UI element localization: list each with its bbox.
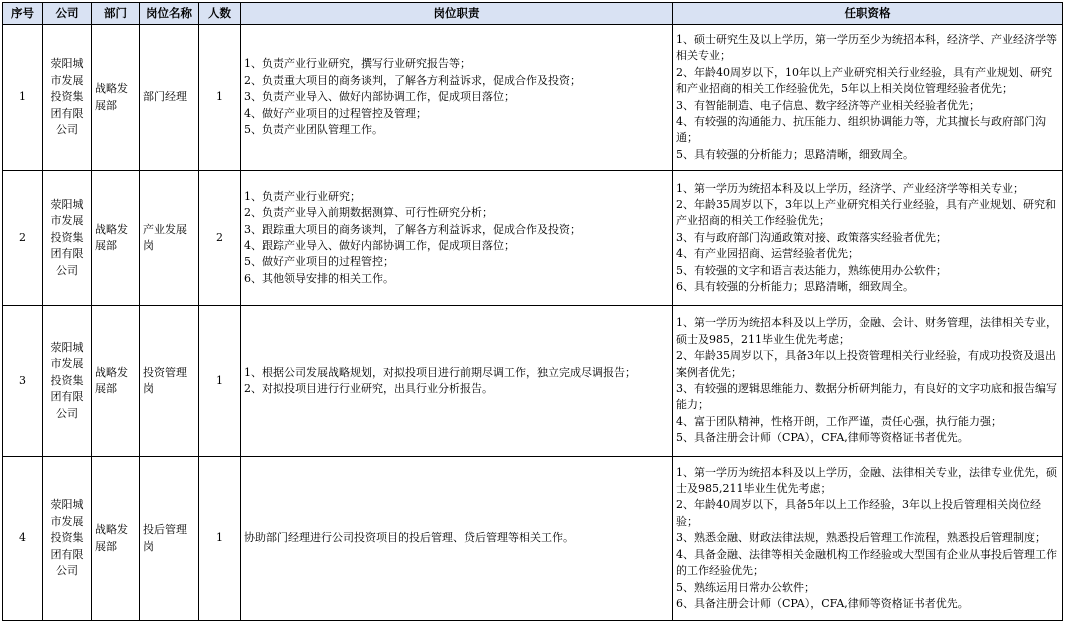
row-qualifications	[673, 457, 1063, 621]
qualification-line: 2、年龄35周岁以下，3年以上产业研究相关行业经验，具有产业规划、研究和产业招商的相关工作经验优先；	[676, 197, 1056, 228]
table-row	[3, 25, 1063, 171]
qualification-line: 3、有较强的逻辑思维能力、数据分析研判能力，有良好的文字功底和报告编写能力；	[676, 382, 1057, 412]
job-positions-table	[2, 2, 1063, 621]
row-seq: 1	[3, 25, 43, 171]
row-seq: 3	[3, 306, 43, 457]
header-position: 岗位名称	[140, 3, 199, 25]
qualification-line: 1、第一学历为统招本科及以上学历，金融、法律相关专业，法律专业优先，硕士及985,211毕业生优先考虑；	[676, 465, 1057, 496]
row-position: 投后管理岗	[140, 457, 199, 621]
qualification-line: 3、有与政府部门沟通政策对接、政策落实经验者优先；	[676, 230, 947, 244]
qualification-line: 6、具有较强的分析能力；思路清晰，细致周全。	[676, 280, 914, 294]
row-company: 荥阳城市发展投资集团有限公司	[43, 25, 92, 171]
qualification-line: 1、第一学历为统招本科及以上学历，金融、会计、财务管理，法律相关专业，硕士及985，211毕业生优先考虑；	[676, 316, 1057, 346]
header-duties: 岗位职责	[241, 3, 673, 25]
duty-line: 3、跟踪重大项目的商务谈判，了解各方利益诉求，促成合作及投资；	[244, 222, 581, 236]
qualification-line: 2、年龄40周岁以下，具备5年以上工作经验，3年以上投后管理相关岗位经验；	[676, 498, 1041, 528]
qualification-line: 6、具备注册会计师（CPA），CFA,律师等资格证书者优先。	[676, 596, 969, 610]
row-company: 荥阳城市发展投资集团有限公司	[43, 306, 92, 457]
header-row	[3, 3, 1063, 25]
row-duties	[241, 171, 673, 306]
row-dept: 战略发展部	[92, 457, 140, 621]
table-row	[3, 171, 1063, 306]
duty-line: 5、负责产业团队管理工作。	[244, 123, 383, 137]
duty-line: 协助部门经理进行公司投资项目的投后管理、贷后管理等相关工作。	[244, 531, 574, 545]
table-row	[3, 457, 1063, 621]
table-row	[3, 306, 1063, 457]
row-duties	[241, 25, 673, 171]
row-position: 部门经理	[140, 25, 199, 171]
row-count: 1	[199, 457, 241, 621]
row-position: 产业发展岗	[140, 171, 199, 306]
qualification-line: 5、具备注册会计师（CPA），CFA,律师等资格证书者优先。	[676, 431, 969, 445]
row-count: 2	[199, 171, 241, 306]
qualification-line: 5、有较强的文字和语言表达能力，熟练使用办公软件；	[676, 263, 947, 277]
qualification-line: 5、熟练运用日常办公软件；	[676, 580, 815, 594]
duty-line: 5、做好产业项目的过程管控；	[244, 255, 394, 269]
row-duties	[241, 306, 673, 457]
header-dept: 部门	[92, 3, 140, 25]
row-seq: 4	[3, 457, 43, 621]
header-count: 人数	[199, 3, 241, 25]
row-qualifications	[673, 171, 1063, 306]
row-position: 投资管理岗	[140, 306, 199, 457]
row-qualifications	[673, 25, 1063, 171]
qualification-line: 2、年龄40周岁以下，10年以上产业研究相关行业经验，具有产业规划、研究和产业招商的相关工作经验优先，5年以上相关岗位管理经验者优先；	[676, 65, 1052, 96]
duty-line: 2、负责产业导入前期数据测算、可行性研究分析；	[244, 206, 493, 220]
qualification-line: 3、有智能制造、电子信息、数字经济等产业相关经验者优先；	[676, 98, 980, 112]
qualification-line: 4、富于团队精神，性格开朗，工作严谨，责任心强，执行能力强；	[676, 414, 1002, 428]
duty-line: 1、负责产业行业研究，撰写行业研究报告等；	[244, 57, 471, 71]
row-qualifications	[673, 306, 1063, 457]
duty-line: 2、负责重大项目的商务谈判，了解各方利益诉求，促成合作及投资；	[244, 73, 581, 87]
duty-line: 4、跟踪产业导入、做好内部协调工作，促成项目落位；	[244, 239, 515, 252]
duty-line: 1、负责产业行业研究；	[244, 189, 361, 203]
duty-line: 1、根据公司发展战略规划，对拟投项目进行前期尽调工作，独立完成尽调报告；	[244, 365, 636, 379]
qualification-line: 2、年龄35周岁以下，具备3年以上投资管理相关行业经验，有成功投资及退出案例者优先；	[676, 349, 1056, 379]
duty-line: 6、其他领导安排的相关工作。	[244, 271, 394, 285]
qualification-line: 1、硕士研究生及以上学历，第一学历至少为统招本科，经济学、产业经济学等相关专业；	[676, 32, 1057, 63]
row-duties	[241, 457, 673, 621]
duty-line: 2、对拟投项目进行行业研究，出具行业分析报告。	[244, 382, 493, 395]
row-dept: 战略发展部	[92, 25, 140, 171]
qualification-line: 4、有较强的沟通能力、抗压能力、组织协调能力等，尤其擅长与政府部门沟通；	[676, 114, 1046, 145]
qualification-line: 3、熟悉金融、财政法律法规，熟悉投后管理工作流程，熟悉投后管理制度；	[676, 531, 1046, 545]
row-seq: 2	[3, 171, 43, 306]
qualification-line: 4、具备金融、法律等相关金融机构工作经验或大型国有企业从事投后管理工作的工作经验优先；	[676, 547, 1057, 578]
duty-line: 4、做好产业项目的过程管控及管理；	[244, 106, 427, 120]
header-qualifications: 任职资格	[673, 3, 1063, 25]
header-company: 公司	[43, 3, 92, 25]
qualification-line: 1、第一学历为统招本科及以上学历，经济学、产业经济学等相关专业；	[676, 181, 1024, 195]
row-company: 荥阳城市发展投资集团有限公司	[43, 457, 92, 621]
row-count: 1	[199, 306, 241, 457]
row-dept: 战略发展部	[92, 171, 140, 306]
row-dept: 战略发展部	[92, 306, 140, 457]
qualification-line: 4、有产业园招商、运营经验者优先；	[676, 247, 859, 261]
duty-line: 3、负责产业导入、做好内部协调工作，促成项目落位；	[244, 90, 515, 104]
row-count: 1	[199, 25, 241, 171]
row-company: 荥阳城市发展投资集团有限公司	[43, 171, 92, 306]
qualification-line: 5、具有较强的分析能力；思路清晰，细致周全。	[676, 147, 914, 161]
header-seq: 序号	[3, 3, 43, 25]
